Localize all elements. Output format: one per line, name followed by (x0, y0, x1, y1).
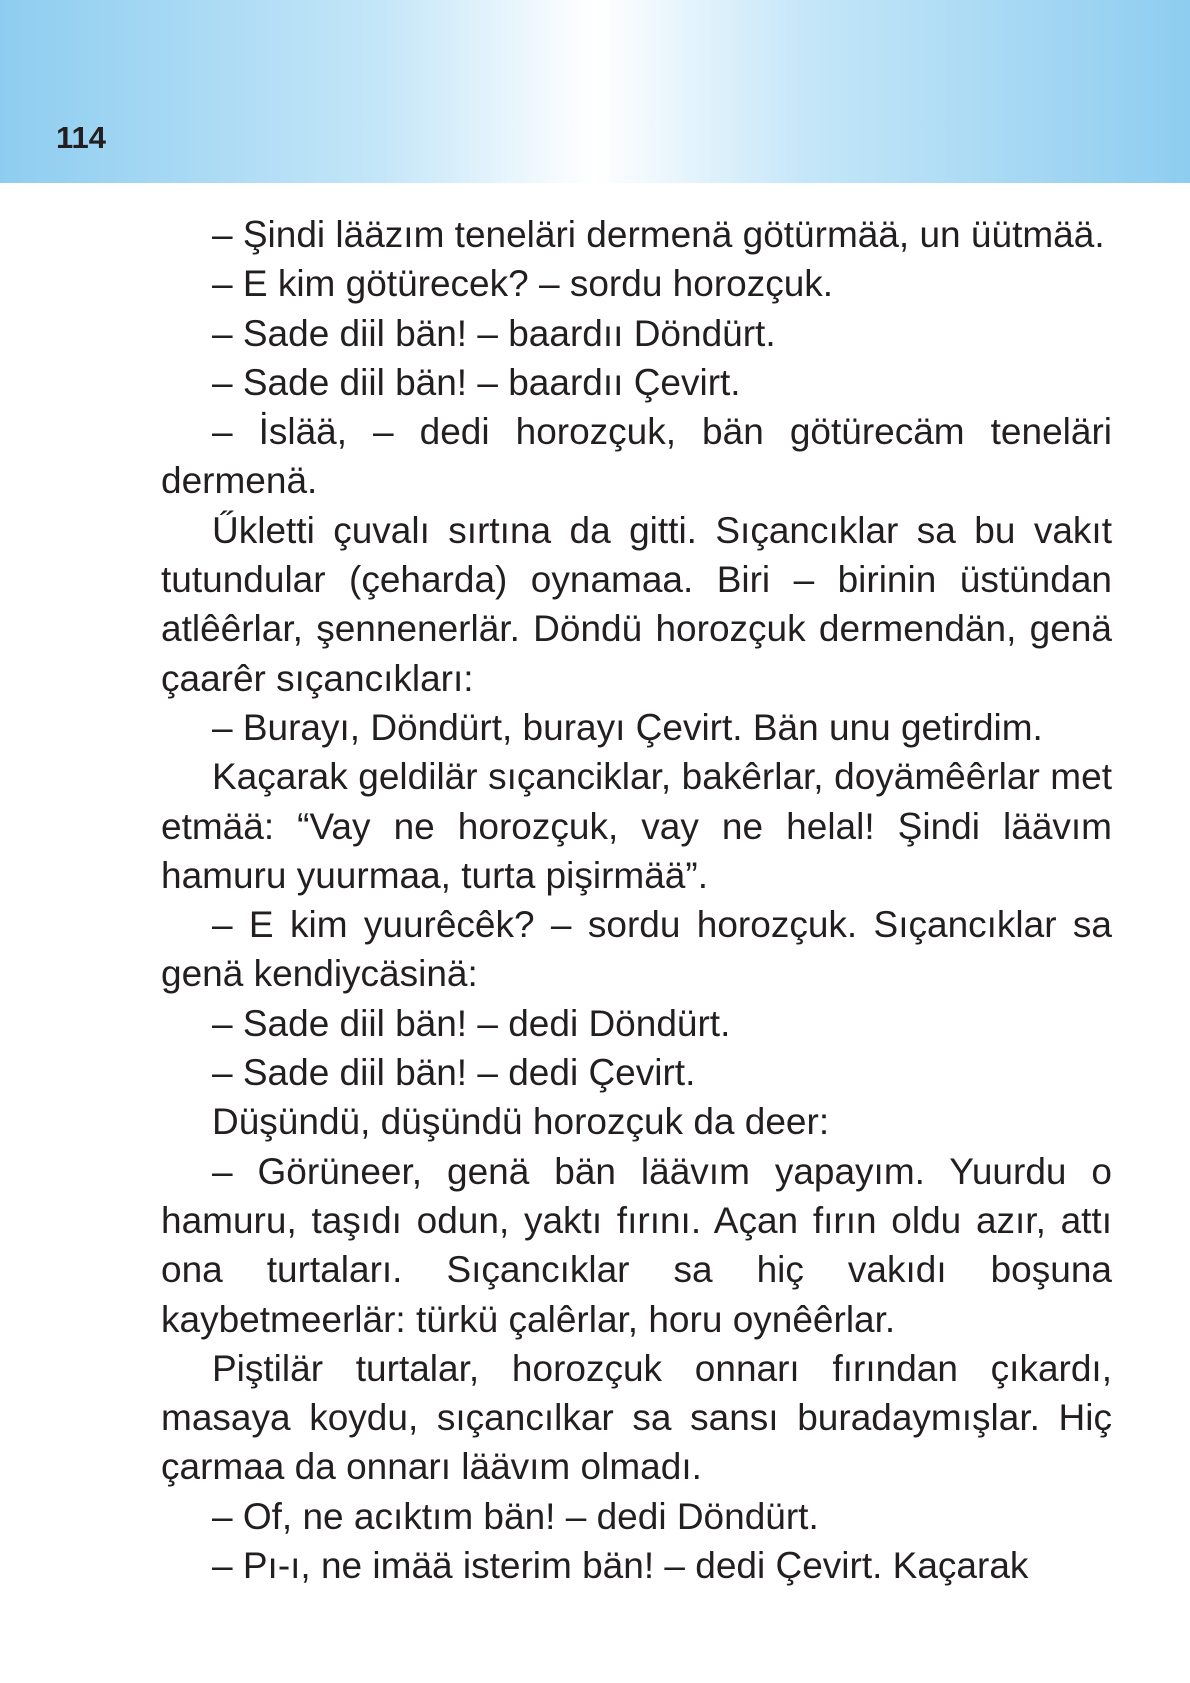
paragraph: Düşündü, düşündü horozçuk da deer: (212, 1101, 830, 1143)
paragraph: – Of, ne acıktım bän! – dedi Döndürt. (212, 1495, 819, 1537)
paragraph: – Sade diil bän! – dedi Döndürt. (212, 1002, 731, 1044)
paragraph: – Şindi lääzım teneläri dermenä götürmää, un üütmää. (212, 214, 1105, 255)
page-header-band (0, 0, 1190, 183)
paragraph: – Sade diil bän! – baardıı Döndürt. (212, 312, 776, 354)
paragraph: Kaçarak geldilär sıçanciklar, bakêrlar, doyämêêrlar met etmää: “Vay ne horozçuk, vay ne helal! Şindi läävım hamuru yuurmaa, turta pişirmää”. (161, 756, 1112, 896)
paragraph: – Sade diil bän! – baardıı Çevirt. (212, 361, 741, 403)
paragraph: Űkletti çuvalı sırtına da gitti. Sıçancıklar sa bu vakıt tutundular (çeharda) oynamaa. Biri – birinin üstündan atlêêrlar, şennenerlär. Döndü horozçuk dermendän, genä çaarêr sıçancıkları: (161, 509, 1112, 699)
paragraph: – Görüneer, genä bän läävım yapayım. Yuurdu o hamuru, taşıdı odun, yaktı fırını. Açan fırın oldu azır, attı ona turtaları. Sıçancıklar sa hiç vakıdı boşuna kaybetmeerlär: türkü çalêrlar, horu oynêêrlar. (161, 1150, 1112, 1340)
paragraph: – Sade diil bän! – dedi Çevirt. (212, 1052, 696, 1094)
paragraph: – E kim yuurêcêk? – sordu horozçuk. Sıçancıklar sa genä kendiycäsinä: (161, 904, 1112, 995)
paragraph: – E kim götürecek? – sordu horozçuk. (212, 263, 834, 305)
paragraph: – Burayı, Döndürt, burayı Çevirt. Bän unu getirdim. (212, 706, 1043, 748)
page-number: 114 (56, 120, 107, 155)
paragraph: – İslää, – dedi horozçuk, bän götürecäm teneläri dermenä. (161, 411, 1112, 502)
paragraph: Piştilär turtalar, horozçuk onnarı fırından çıkardı, masaya koydu, sıçancılkar sa sansı buradaymışlar. Hiç çarmaa da onnarı läävım olmadı. (161, 1347, 1112, 1488)
paragraph: – Pı-ı, ne imää isterim bän! – dedi Çevirt. Kaçarak (212, 1545, 1029, 1587)
story-text (161, 210, 1112, 1590)
